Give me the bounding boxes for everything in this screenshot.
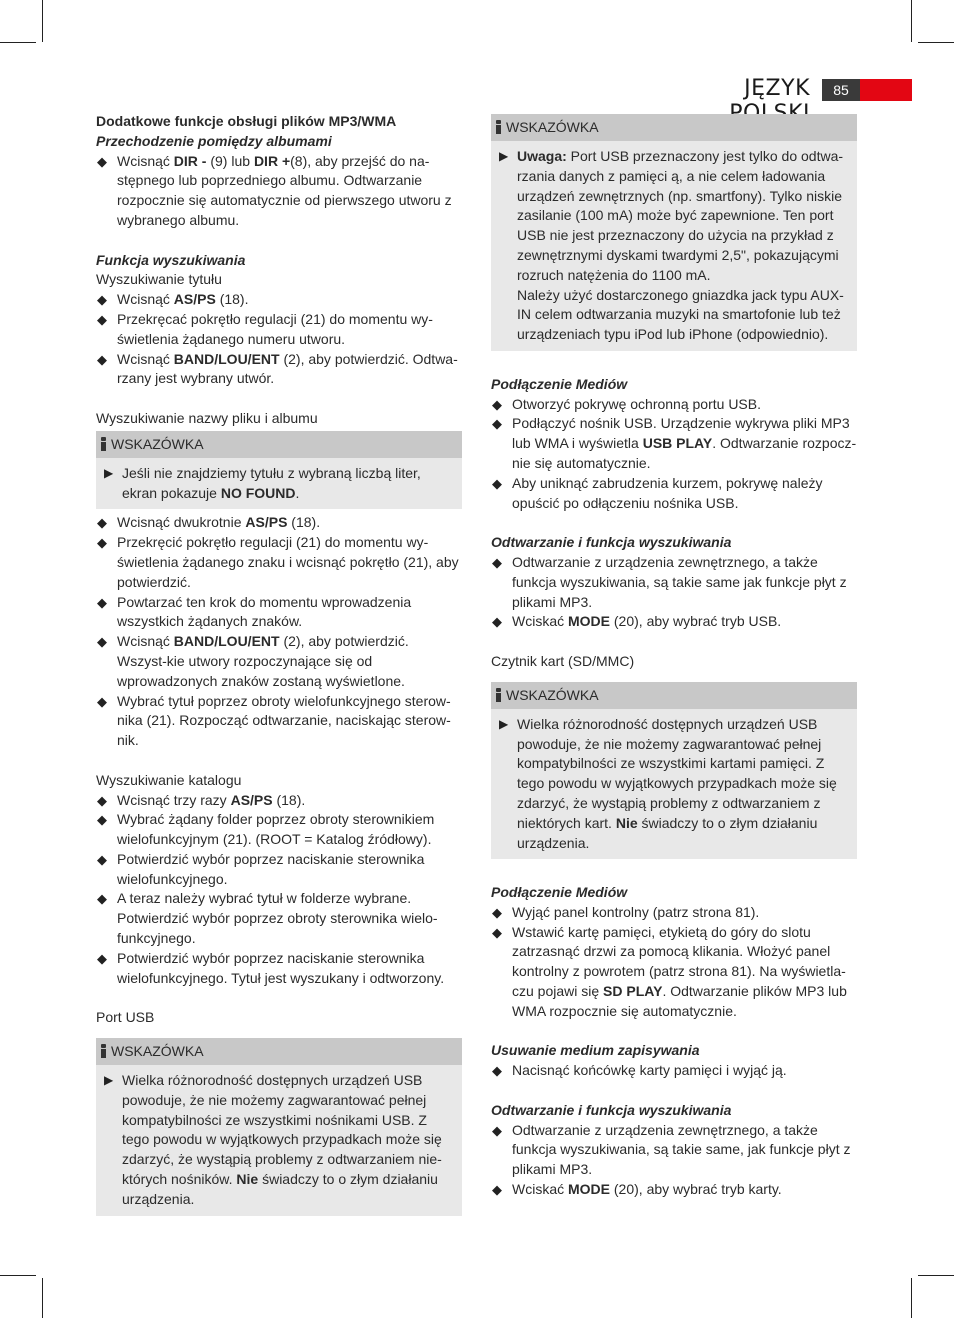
arrow-right-icon: ▶ (104, 465, 114, 480)
diamond-bullet-icon: ◆ (492, 1063, 502, 1079)
list-item: ◆ Wyjąć panel kontrolny (patrz strona 81). (491, 903, 857, 923)
crop-mark (42, 1278, 43, 1318)
subheading: Odtwarzanie i funkcja wyszukiwania (491, 534, 732, 551)
section-heading: Czytnik kart (SD/MMC) (491, 652, 635, 669)
crop-mark (42, 0, 43, 42)
list-item: ◆ Wcisnąć DIR - (9) lub DIR +(8), aby przejść do na-stępnego lub poprzedniego albumu. Odtwarzanie rozpocznie się automatycznie od pierwszego utworu z wybranego albumu. (97, 152, 452, 228)
diamond-bullet-icon: ◆ (97, 311, 107, 327)
diamond-bullet-icon: ◆ (97, 594, 107, 610)
list-item: ◆ Przekręcać pokrętło regulacji (21) do momentu wy-świetlenia żądanego numeru utworu. (97, 310, 433, 347)
subheading: Usuwanie medium zapisywania (491, 1042, 700, 1059)
accent-bar (860, 79, 912, 101)
diamond-bullet-icon: ◆ (97, 950, 107, 966)
diamond-bullet-icon: ◆ (97, 535, 107, 551)
diamond-bullet-icon: ◆ (492, 475, 502, 491)
list-item: ◆ Wciskać MODE (20), aby wybrać tryb karty. (491, 1180, 857, 1200)
list-item: ◆ Odtwarzanie z urządzenia zewnętrznego, a także funkcja wyszukiwania, są takie same, jak funkcje płyt z plikami MP3. (492, 1121, 851, 1178)
note-header: WSKAZÓWKA (491, 114, 857, 141)
arrow-right-icon: ▶ (104, 1073, 114, 1088)
list-item: ◆ Podłączyć nośnik USB. Urządzenie wykrywa pliki MP3 lub WMA i wyświetla USB PLAY. Odtwarzanie rozpocz-nie się automatycznie. (492, 415, 857, 471)
list-item: ◆ Powtarzać ten krok do momentu wprowadzenia wszystkich żądanych znaków. (97, 593, 412, 630)
list-item: ◆ Aby uniknąć zabrudzenia kurzem, pokrywę należy opuścić po odłączeniu nośnika USB. (492, 474, 823, 511)
paragraph: Wyszukiwanie tytułu (96, 271, 222, 288)
info-icon (100, 1044, 107, 1058)
diamond-bullet-icon: ◆ (97, 851, 107, 867)
arrow-right-icon: ▶ (499, 716, 509, 731)
info-icon (100, 437, 107, 451)
note-box (96, 431, 462, 510)
note-header: WSKAZÓWKA (96, 431, 462, 458)
paragraph: Wyszukiwanie nazwy pliku i albumu (96, 409, 318, 426)
diamond-bullet-icon: ◆ (492, 904, 502, 920)
note-box (491, 682, 857, 860)
subheading: Podłączenie Mediów (491, 884, 628, 901)
arrow-right-icon: ▶ (499, 149, 509, 163)
page-number: 85 (822, 79, 860, 101)
diamond-bullet-icon: ◆ (97, 792, 107, 808)
note-header: WSKAZÓWKA (96, 1038, 462, 1065)
list-item: ◆ Wstawić kartę pamięci, etykietą do góry do slotu zatrzasnąć drzwi za pomocą klikania. Włożyć panel kontrolny z powrotem (patrz strona 81). Na wyświetla-czu pojawi się SD PLAY. Odtwarzanie plików MP3 lub WMA rozpocznie się automatycznie. (492, 923, 847, 1019)
info-icon (495, 120, 502, 134)
list-item: ◆ Wcisnąć dwukrotnie AS/PS (18). (96, 513, 462, 533)
section-heading: Port USB (96, 1009, 155, 1026)
diamond-bullet-icon: ◆ (97, 292, 107, 308)
diamond-bullet-icon: ◆ (97, 351, 107, 367)
left-column (96, 112, 462, 1220)
list-item: ◆ Nacisnąć końcówkę karty pamięci i wyjąć ją. (491, 1061, 857, 1081)
crop-mark (911, 1278, 912, 1318)
diamond-bullet-icon: ◆ (97, 693, 107, 709)
crop-mark (911, 0, 912, 42)
subheading: Odtwarzanie i funkcja wyszukiwania (491, 1101, 732, 1118)
list-item: ◆ Wciskać MODE (20), aby wybrać tryb USB. (491, 612, 857, 632)
crop-mark (918, 1275, 954, 1276)
subheading: Funkcja wyszukiwania (96, 251, 246, 268)
list-item: ◆ Wcisnąć BAND/LOU/ENT (2), aby potwierdzić. Wszyst-kie utwory rozpoczynające się od wprowadzonych znaków zostaną wyświetlone. (97, 633, 409, 689)
note-header: WSKAZÓWKA (491, 682, 857, 709)
list-item: ◆ Wybrać żądany folder poprzez obroty sterownikiem wielofunkcyjnym (21). (ROOT = Katalog źródłowy). (97, 811, 435, 848)
list-item: ◆ Potwierdzić wybór poprzez naciskanie sterownika wielofunkcyjnego. Tytuł jest wyszukany i odtworzony. (97, 949, 445, 986)
diamond-bullet-icon: ◆ (97, 153, 107, 169)
list-item: ◆ Wybrać tytuł poprzez obroty wielofunkcyjnego sterow-nika (21). Rozpocząć odtwarzanie, naciskając sterow-nik. (97, 692, 451, 749)
diamond-bullet-icon: ◆ (492, 924, 502, 940)
crop-mark (918, 42, 954, 43)
diamond-bullet-icon: ◆ (97, 891, 107, 907)
page-title: JĘZYK (744, 76, 810, 101)
subheading: Przechodzenie pomiędzy albumami (96, 132, 332, 149)
diamond-bullet-icon: ◆ (492, 1122, 502, 1138)
info-icon (495, 688, 502, 702)
diamond-bullet-icon: ◆ (492, 614, 502, 630)
crop-mark (0, 42, 36, 43)
note-text: ▶ Wielka różnorodność dostępnych urządzeń USB powoduje, że nie możemy zagwarantować pełnej kompatybilności ze wszystkimi nośnikami USB. Z tego powodu w wyjątkowych przypadkach może się zdarzyć, że wystąpią problemy z odtwarzaniem nie-których nośników. Nie świadczy to o złym działaniu urządzenia. (104, 1072, 442, 1207)
diamond-bullet-icon: ◆ (492, 416, 502, 432)
section-heading: Dodatkowe funkcje obsługi plików MP3/WMA (96, 113, 397, 129)
crop-mark (0, 1275, 36, 1276)
note-text: ▶ Uwaga: Port USB przeznaczony jest tylko do odtwa-rzania danych z pamięci ą, a nie celem ładowania urządzeń zewnętrznych (np. smartfony). Tylko niskie zasilanie (100 mA) może być zapewnione. Ten port USB nie jest przeznaczony do użycia na przykład z zewnętrznymi dyskami twardymi 2,5", pokazującymi rozruch natężenia do 1100 mA. Należy użyć dostarczonego gniazdka jack typu AUX-IN celem odtwarzania muzyki na smartofonie lub też urządzeniach typu iPod lub iPhone (odpowiednio). (499, 148, 844, 343)
diamond-bullet-icon: ◆ (97, 634, 107, 650)
note-text: ▶ Jeśli nie znajdziemy tytułu z wybraną liczbą liter, ekran pokazuje NO FOUND. (104, 464, 421, 501)
diamond-bullet-icon: ◆ (97, 812, 107, 828)
list-item: ◆ Potwierdzić wybór poprzez naciskanie sterownika wielofunkcyjnego. (97, 850, 425, 887)
list-item: ◆ A teraz należy wybrać tytuł w folderze wybrane. Potwierdzić wybór poprzez obroty sterownika wielo-funkcyjnego. (97, 890, 438, 947)
list-item: ◆ Odtwarzanie z urządzenia zewnętrznego, a także funkcja wyszukiwania, są takie same jak funkcje płyt z plikami MP3. (492, 553, 847, 610)
diamond-bullet-icon: ◆ (492, 554, 502, 570)
note-box (96, 1038, 462, 1216)
list-item: ◆ Wcisnąć trzy razy AS/PS (18). (96, 791, 462, 811)
note-box (491, 114, 857, 351)
subheading: Podłączenie Mediów (491, 375, 628, 392)
list-item: ◆ Wcisnąć AS/PS (18). (96, 290, 462, 310)
list-item: ◆ Wcisnąć BAND/LOU/ENT (2), aby potwierdzić. Odtwa-rzany jest wybrany utwór. (97, 350, 458, 387)
diamond-bullet-icon: ◆ (492, 1182, 502, 1198)
list-item: ◆ Przekręcić pokrętło regulacji (21) do momentu wy-świetlenia żądanego znaku i wcisnąć pokrętło (21), aby potwierdzić. (97, 534, 459, 590)
right-column (491, 112, 857, 1200)
diamond-bullet-icon: ◆ (492, 396, 502, 412)
paragraph: Wyszukiwanie katalogu (96, 771, 242, 788)
note-text: ▶ Wielka różnorodność dostępnych urządzeń USB powoduje, że nie możemy zagwarantować pełnej kompatybilności ze wszystkimi kartami pamięci. Z tego powodu w wyjątkowych przypadkach może się zdarzyć, że wystąpią problemy z odtwarzaniem z niektórych kart. Nie świadczy to o złym działaniu urządzenia. (499, 715, 837, 851)
diamond-bullet-icon: ◆ (97, 515, 107, 531)
list-item: ◆ Otworzyć pokrywę ochronną portu USB. (491, 395, 857, 415)
